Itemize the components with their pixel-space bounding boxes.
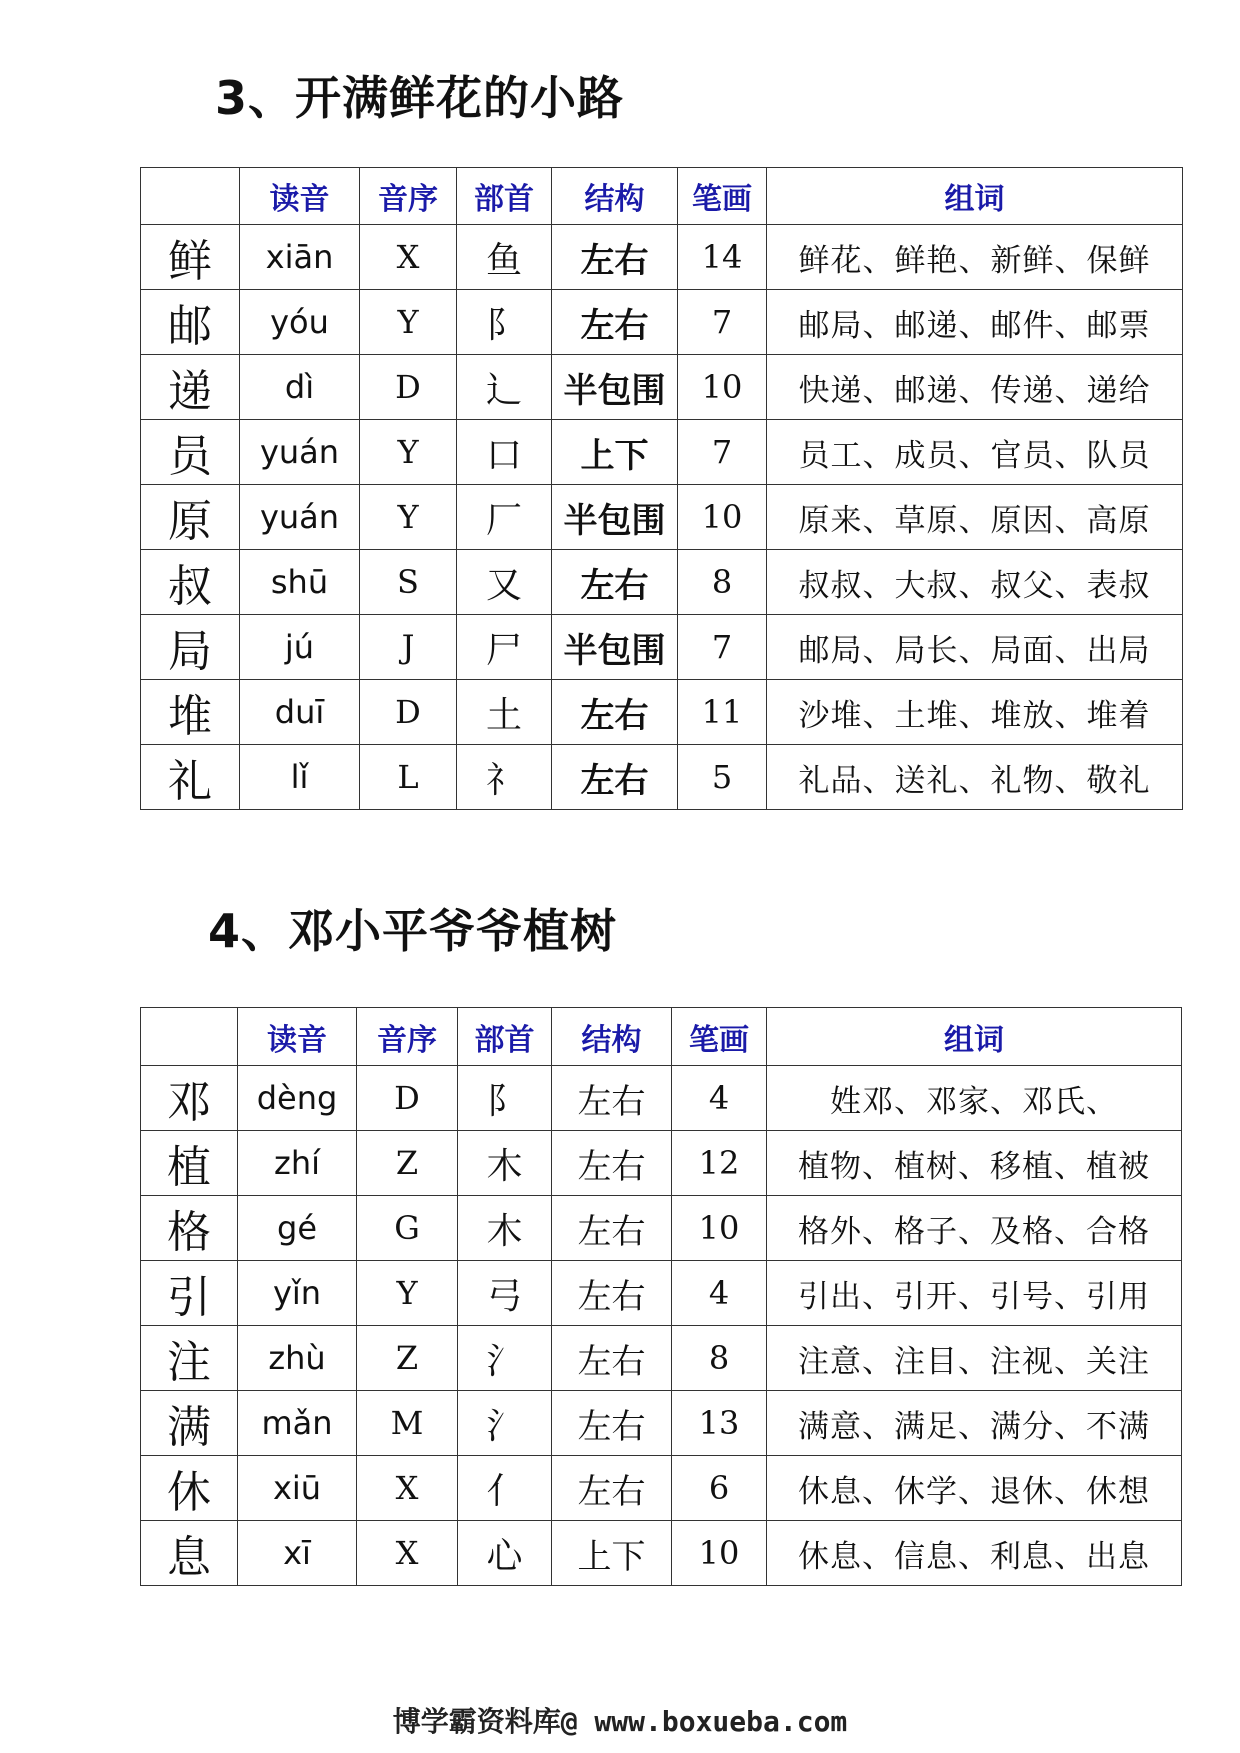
table-row [141,1326,1182,1391]
header-radical: 部首 [458,1008,552,1066]
cell-pinyin: jú [240,615,360,680]
cell-pinyin: shū [240,550,360,615]
cell-radical: 木 [458,1196,552,1261]
cell-words: 叔叔、大叔、叔父、表叔 [767,550,1183,615]
lesson-3-vocab-table [140,167,1183,810]
cell-structure: 左右 [552,745,678,810]
cell-radical: 厂 [457,485,552,550]
cell-structure: 左右 [552,680,678,745]
cell-strokes: 8 [672,1326,767,1391]
table-row [141,1521,1182,1586]
cell-index: Y [357,1261,458,1326]
cell-pinyin: duī [240,680,360,745]
cell-structure: 半包围 [552,355,678,420]
cell-char: 注 [141,1326,238,1391]
cell-char: 局 [141,615,240,680]
cell-strokes: 4 [672,1261,767,1326]
cell-char: 叔 [141,550,240,615]
cell-pinyin: lǐ [240,745,360,810]
cell-words: 邮局、邮递、邮件、邮票 [767,290,1183,355]
cell-char: 引 [141,1261,238,1326]
cell-strokes: 6 [672,1456,767,1521]
cell-char: 堆 [141,680,240,745]
cell-index: Y [360,420,457,485]
table-header-row [141,168,1183,225]
header-index: 音序 [360,168,457,225]
cell-strokes: 10 [678,355,767,420]
cell-structure: 上下 [552,1521,672,1586]
table-row [141,355,1183,420]
header-strokes: 笔画 [672,1008,767,1066]
table-row [141,745,1183,810]
cell-strokes: 10 [672,1196,767,1261]
cell-structure: 左右 [552,1066,672,1131]
cell-index: Y [360,485,457,550]
cell-words: 格外、格子、及格、合格 [767,1196,1182,1261]
cell-radical: 心 [458,1521,552,1586]
cell-words: 姓邓、邓家、邓氏、 [767,1066,1182,1131]
cell-char: 礼 [141,745,240,810]
header-char [141,168,240,225]
cell-radical: 鱼 [457,225,552,290]
header-pinyin: 读音 [238,1008,357,1066]
cell-strokes: 11 [678,680,767,745]
cell-pinyin: mǎn [238,1391,357,1456]
header-structure: 结构 [552,168,678,225]
cell-char: 递 [141,355,240,420]
cell-pinyin: zhù [238,1326,357,1391]
cell-pinyin: xiū [238,1456,357,1521]
cell-pinyin: gé [238,1196,357,1261]
cell-char: 格 [141,1196,238,1261]
cell-radical: 木 [458,1131,552,1196]
cell-pinyin: xī [238,1521,357,1586]
cell-index: Z [357,1131,458,1196]
lesson-4-title: 4、邓小平爷爷植树 [208,904,618,958]
lesson-3-title: 3、开满鲜花的小路 [215,71,625,125]
cell-radical: 阝 [457,290,552,355]
header-words: 组词 [767,1008,1182,1066]
cell-char: 鲜 [141,225,240,290]
cell-pinyin: yǐn [238,1261,357,1326]
cell-strokes: 13 [672,1391,767,1456]
cell-index: D [360,680,457,745]
cell-structure: 左右 [552,550,678,615]
cell-structure: 左右 [552,1196,672,1261]
cell-strokes: 8 [678,550,767,615]
cell-structure: 左右 [552,1456,672,1521]
header-structure: 结构 [552,1008,672,1066]
cell-radical: 氵 [458,1326,552,1391]
cell-radical: 氵 [458,1391,552,1456]
cell-index: D [360,355,457,420]
cell-structure: 左右 [552,1391,672,1456]
cell-radical: 口 [457,420,552,485]
cell-words: 礼品、送礼、礼物、敬礼 [767,745,1183,810]
cell-words: 注意、注目、注视、关注 [767,1326,1182,1391]
cell-strokes: 7 [678,290,767,355]
cell-radical: 又 [457,550,552,615]
cell-words: 植物、植树、移植、植被 [767,1131,1182,1196]
table-row [141,1261,1182,1326]
header-pinyin: 读音 [240,168,360,225]
cell-structure: 左右 [552,290,678,355]
cell-index: S [360,550,457,615]
cell-index: X [357,1521,458,1586]
cell-structure: 半包围 [552,615,678,680]
cell-char: 休 [141,1456,238,1521]
cell-structure: 左右 [552,1326,672,1391]
cell-char: 息 [141,1521,238,1586]
table-row [141,680,1183,745]
cell-pinyin: zhí [238,1131,357,1196]
cell-pinyin: yóu [240,290,360,355]
cell-strokes: 12 [672,1131,767,1196]
cell-strokes: 4 [672,1066,767,1131]
table-row [141,225,1183,290]
table-row [141,1196,1182,1261]
cell-words: 引出、引开、引号、引用 [767,1261,1182,1326]
header-char [141,1008,238,1066]
cell-pinyin: yuán [240,420,360,485]
cell-words: 鲜花、鲜艳、新鲜、保鲜 [767,225,1183,290]
header-strokes: 笔画 [678,168,767,225]
cell-strokes: 10 [672,1521,767,1586]
table-row [141,290,1183,355]
cell-index: M [357,1391,458,1456]
cell-words: 原来、草原、原因、高原 [767,485,1183,550]
cell-strokes: 7 [678,420,767,485]
cell-words: 员工、成员、官员、队员 [767,420,1183,485]
table-row [141,1131,1182,1196]
cell-words: 休息、信息、利息、出息 [767,1521,1182,1586]
table-row [141,1391,1182,1456]
cell-words: 沙堆、土堆、堆放、堆着 [767,680,1183,745]
cell-structure: 上下 [552,420,678,485]
cell-index: Y [360,290,457,355]
table-row [141,1066,1182,1131]
cell-radical: 土 [457,680,552,745]
footer-watermark: 博学霸资料库@ www.boxueba.com [392,1705,848,1738]
table-row [141,615,1183,680]
table-row [141,1456,1182,1521]
cell-char: 植 [141,1131,238,1196]
cell-radical: 弓 [458,1261,552,1326]
cell-char: 原 [141,485,240,550]
cell-index: X [360,225,457,290]
cell-strokes: 14 [678,225,767,290]
cell-words: 休息、休学、退休、休想 [767,1456,1182,1521]
cell-index: G [357,1196,458,1261]
cell-index: D [357,1066,458,1131]
header-index: 音序 [357,1008,458,1066]
cell-radical: 阝 [458,1066,552,1131]
cell-words: 满意、满足、满分、不满 [767,1391,1182,1456]
cell-structure: 半包围 [552,485,678,550]
cell-strokes: 7 [678,615,767,680]
cell-radical: 尸 [457,615,552,680]
cell-structure: 左右 [552,1131,672,1196]
cell-index: X [357,1456,458,1521]
cell-words: 快递、邮递、传递、递给 [767,355,1183,420]
cell-words: 邮局、局长、局面、出局 [767,615,1183,680]
cell-index: Z [357,1326,458,1391]
cell-strokes: 5 [678,745,767,810]
table-row [141,420,1183,485]
cell-strokes: 10 [678,485,767,550]
cell-char: 邓 [141,1066,238,1131]
cell-pinyin: yuán [240,485,360,550]
lesson-4-vocab-table [140,1007,1182,1586]
cell-structure: 左右 [552,225,678,290]
header-words: 组词 [767,168,1183,225]
cell-char: 邮 [141,290,240,355]
table-row [141,485,1183,550]
cell-char: 满 [141,1391,238,1456]
header-radical: 部首 [457,168,552,225]
cell-index: J [360,615,457,680]
cell-pinyin: xiān [240,225,360,290]
table-header-row [141,1008,1182,1066]
cell-radical: 辶 [457,355,552,420]
cell-index: L [360,745,457,810]
cell-radical: 礻 [457,745,552,810]
cell-char: 员 [141,420,240,485]
cell-radical: 亻 [458,1456,552,1521]
cell-structure: 左右 [552,1261,672,1326]
cell-pinyin: dèng [238,1066,357,1131]
cell-pinyin: dì [240,355,360,420]
table-row [141,550,1183,615]
